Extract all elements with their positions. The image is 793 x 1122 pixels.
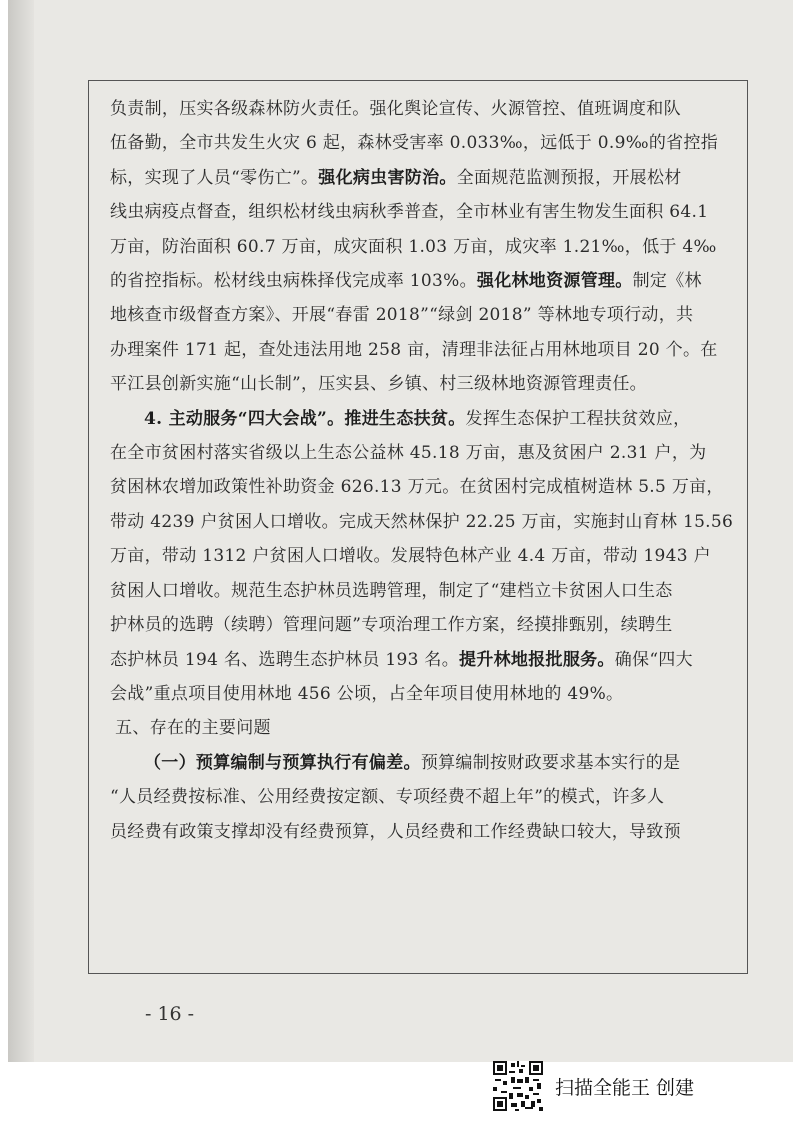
text-line: “人员经费按标准、公用经费按定额、专项经费不超上年”的模式，许多人 [110,787,665,808]
paragraph-4-first-line: 4. 主动服务“四大会战”。推进生态扶贫。发挥生态保护工程扶贫效应， [144,408,691,429]
text-line: 员经费有政策支撑却没有经费预算，人员经费和工作经费缺口较大，导致预 [110,821,681,842]
text-line: 伍备勤，全市共发生火灾 6 起，森林受害率 0.033‰，远低于 0.9‰的省控指 [110,133,719,154]
text-line: 贫困林农增加政策性补助资金 626.13 万元。在贫困村完成植树造林 5.5 万亩， [110,477,724,498]
text-line: 万亩，防治面积 60.7 万亩，成灾面积 1.03 万亩，成灾率 1.21‰，低于 4‰ [110,236,717,257]
text-line: 的省控指标。松材线虫病株择伐完成率 103%。强化林地资源管理。制定《林 [110,271,702,292]
document-body [110,92,732,849]
text-line: 标，实现了人员“零伤亡”。强化病虫害防治。全面规范监测预报，开展松材 [110,167,682,188]
text-line: 万亩，带动 1312 户贫困人口增收。发展特色林产业 4.4 万亩，带动 1943 户 [110,546,711,567]
subsection-1-heading: （一）预算编制与预算执行有偏差。 [144,752,421,773]
para4-heading: 4. 主动服务“四大会战”。推进生态扶贫。 [144,408,466,429]
text-line: 会战”重点项目使用林地 456 公顷，占全年项目使用林地的 49%。 [110,683,624,704]
text-line: 线虫病疫点督查，组织松材线虫病秋季普查，全市林业有害生物发生面积 64.1 [110,202,709,223]
section-5-heading: 五、存在的主要问题 [115,718,271,739]
text-line: 负责制，压实各级森林防火责任。强化舆论宣传、火源管控、值班调度和队 [110,99,681,119]
scanner-watermark [493,1061,694,1111]
watermark-text: 扫描全能王 创建 [555,1076,695,1099]
subsection-1-first-line: （一）预算编制与预算执行有偏差。预算编制按财政要求基本实行的是 [144,752,681,773]
text-line: 护林员的选聘（续聘）管理问题”专项治理工作方案，经摸排甄别，续聘生 [110,615,673,636]
bold-pest-control: 强化病虫害防治。 [318,167,457,188]
bold-approval: 提升林地报批服务。 [459,649,615,670]
page-shadow [8,0,34,1062]
text-line: 贫困人口增收。规范生态护林员选聘管理，制定了“建档立卡贫困人口生态 [110,580,673,601]
text-line: 平江县创新实施“山长制”，压实县、乡镇、村三级林地资源管理责任。 [110,374,647,395]
text-line: 在全市贫困村落实省级以上生态公益林 45.18 万亩，惠及贫困户 2.31 户，为 [110,443,707,464]
page-number: - 16 - [145,1003,195,1025]
text-line: 带动 4239 户贫困人口增收。完成天然林保护 22.25 万亩，实施封山育林 15.56 [110,511,734,532]
text-line: 地核查市级督查方案》、开展“春雷 2018”“绿剑 2018” 等林地专项行动，共 [110,305,694,326]
bold-forest-land: 强化林地资源管理。 [476,271,633,292]
text-line: 办理案件 171 起，查处违法用地 258 亩，清理非法征占用林地项目 20 个。在 [110,339,718,360]
text-line: 态护林员 194 名、选聘生态护林员 193 名。提升林地报批服务。确保“四大 [110,649,693,670]
qr-code-icon [493,1061,543,1111]
